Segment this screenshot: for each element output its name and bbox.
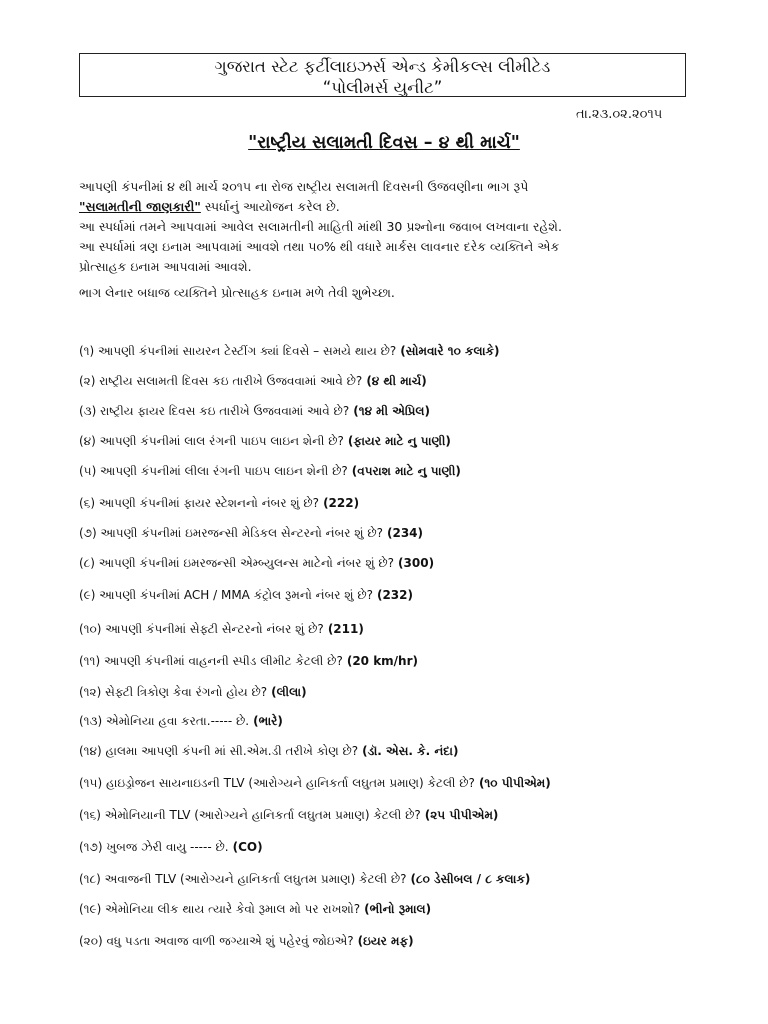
question-text: (૧૭) ખુબજ ઝેરી વાયુ ----- છે. bbox=[79, 840, 229, 854]
question-text: (૧) આપણી કંપનીમાં સાયરન ટેસ્ટીંગ ક્યાં દિવસે – સમયે થાય છે? bbox=[79, 344, 397, 358]
question-item bbox=[79, 685, 307, 700]
question-answer: (234) bbox=[386, 526, 424, 540]
question-text: (૯) આપણી કંપનીમાં ACH / MMA કંટ્રોલ રૂમનો નંબર શું છે? bbox=[79, 588, 373, 602]
question-item bbox=[79, 464, 461, 479]
question-answer: (૨૫ પીપીએમ) bbox=[424, 808, 499, 822]
question-answer: (232) bbox=[376, 588, 413, 602]
question-answer: (લીલા) bbox=[271, 685, 307, 699]
question-answer: (૪ થી માર્ચ) bbox=[366, 374, 427, 388]
page-title: "રાષ્ટ્રીય સલામતી દિવસ – ૪ થી માર્ચ" bbox=[248, 133, 520, 153]
intro-line-3: આ સ્પર્ધામાં તમને આપવામાં આવેલ સલામતીની માહિતી માંથી 30 પ્રશ્નોના જવાબ લખવાના રહેશે. bbox=[79, 219, 562, 234]
question-answer: (વપરાશ માટે નુ પાણી) bbox=[351, 464, 461, 478]
intro-line-4: આ સ્પર્ધામાં ત્રણ ઇનામ આપવામાં આવશે તથા ૫૦% થી વધારે માર્કસ લાવનાર દરેક વ્યક્તિને એક bbox=[79, 239, 560, 254]
question-item bbox=[79, 556, 434, 571]
question-answer: (૮૦ ડેસીબલ / ૮ કલાક) bbox=[410, 872, 531, 886]
question-item bbox=[79, 744, 458, 759]
question-answer: (222) bbox=[323, 496, 360, 510]
question-text: (૩) રાષ્ટ્રીય ફાયર દિવસ કઇ તારીખે ઉજવવામાં આવે છે? bbox=[79, 404, 350, 418]
question-item bbox=[79, 526, 423, 541]
question-text: (૧૨) સેફ્ટી ત્રિકોણ કેવા રંગનો હોય છે? bbox=[79, 685, 268, 699]
question-answer: (ભીનો રૂમાલ) bbox=[364, 902, 432, 916]
question-answer: (સોમવારે ૧૦ કલાકે) bbox=[400, 344, 500, 358]
intro-line-5: પ્રોત્સાહક ઇનામ આપવામાં આવશે. bbox=[79, 259, 252, 274]
question-text: (૧૬) એમોનિયાની TLV (આરોગ્યને હાનિકર્તા લઘુતમ પ્રમાણ) કેટલી છે? bbox=[79, 808, 421, 822]
question-item bbox=[79, 588, 413, 603]
question-answer: (૧૦ પીપીએમ) bbox=[478, 776, 551, 790]
question-text: (૮) આપણી કંપનીમાં ઇમરજન્સી એમ્બ્યુલન્સ માટેનો નંબર શું છે? bbox=[79, 556, 395, 570]
unit-name: “પોલીમર્સ યુનીટ” bbox=[322, 78, 443, 97]
question-text: (૧૧) આપણી કંપનીમાં વાહનની સ્પીડ લીમીટ કેટલી છે? bbox=[79, 654, 343, 668]
intro-paragraph bbox=[79, 177, 703, 303]
question-text: (૫) આપણી કંપનીમાં લીલા રંગની પાઇપ લાઇન શેની છે? bbox=[79, 464, 348, 478]
question-answer: (ડૉ. એસ. કે. નંદા) bbox=[362, 744, 459, 758]
question-text: (૭) આપણી કંપનીમાં ઇમરજન્સી મેડિકલ સેન્ટરનો નંબર શું છે? bbox=[79, 526, 383, 540]
question-item bbox=[79, 902, 431, 917]
question-text: (૧૮) અવાજની TLV (આરોગ્યને હાનિકર્તા લઘુતમ પ્રમાણ) કેટલી છે? bbox=[79, 872, 407, 886]
question-text: (૨) રાષ્ટ્રીય સલામતી દિવસ કઇ તારીખે ઉજવવામાં આવે છે? bbox=[79, 374, 363, 388]
question-answer: (211) bbox=[327, 622, 364, 636]
question-text: (૧૦) આપણી કંપનીમાં સેફ્ટી સેન્ટરનો નંબર શું છે? bbox=[79, 622, 324, 636]
question-item bbox=[79, 496, 359, 511]
question-text: (૨૦) વધુ પડતા અવાજ વાળી જગ્યાએ શું પહેરવું જોઇએ? bbox=[79, 934, 354, 948]
company-name: ગુજરાત સ્ટેટ ફર્ટીલાઇઝર્સ એન્ડ કેમીકલ્સ લીમીટેડ bbox=[214, 57, 551, 76]
question-item bbox=[79, 872, 530, 887]
question-item bbox=[79, 714, 283, 729]
intro-line-2 bbox=[79, 197, 703, 217]
header-box bbox=[79, 53, 686, 97]
question-item bbox=[79, 622, 364, 637]
question-text: (૪) આપણી કંપનીમાં લાલ રંગની પાઇપ લાઇન શેની છે? bbox=[79, 434, 344, 448]
question-text: (૧૯) એમોનિયા લીક થાય ત્યારે કેવો રૂમાલ મો પર રાખશો? bbox=[79, 902, 361, 916]
intro-line-1: આપણી કંપનીમાં ૪ થી માર્ચ ૨૦૧૫ ના રોજ રાષ્ટ્રીય સલામતી દિવસની ઉજવણીના ભાગ રૂપે bbox=[79, 179, 529, 194]
question-answer: (૧૪ મી એપ્રિલ) bbox=[353, 404, 430, 418]
question-text: (૧૩) એમોનિયા હવા કરતા.----- છે. bbox=[79, 714, 250, 728]
question-item bbox=[79, 434, 451, 449]
question-answer: (ભારે) bbox=[253, 714, 283, 728]
question-text: (૧૫) હાઇડ્રોજન સાયનાઇડની TLV (આરોગ્યને હાનિકર્તા લઘુતમ પ્રમાણ) કેટલી છે? bbox=[79, 776, 475, 790]
question-item bbox=[79, 654, 418, 669]
question-answer: (ફાયર માટે નુ પાણી) bbox=[347, 434, 451, 448]
question-text: (૧૪) હાલમા આપણી કંપની માં સી.એમ.ડી તરીખે કોણ છે? bbox=[79, 744, 359, 758]
question-answer: (ઇયર મફ) bbox=[357, 934, 414, 948]
question-answer: (CO) bbox=[232, 840, 263, 854]
question-item bbox=[79, 404, 430, 419]
question-item bbox=[79, 840, 263, 855]
intro-line-2-rest: સ્પર્ધાનું આયોજન કરેલ છે. bbox=[200, 199, 340, 214]
question-item bbox=[79, 776, 551, 791]
intro-line-6: ભાગ લેનાર બધાજ વ્યક્તિને પ્રોત્સાહક ઇનામ મળે તેવી શુભેચ્છા. bbox=[79, 285, 395, 300]
question-answer: (300) bbox=[398, 556, 435, 570]
document-date: તા.૨૩.૦૨.૨૦૧૫ bbox=[576, 107, 663, 122]
question-item bbox=[79, 808, 498, 823]
question-text: (૬) આપણી કંપનીમાં ફાયર સ્ટેશનનો નંબર શું છે? bbox=[79, 496, 320, 510]
intro-highlight: "સલામતીની જાણકારી" bbox=[79, 199, 201, 214]
question-item bbox=[79, 344, 499, 359]
question-item bbox=[79, 934, 414, 949]
question-answer: (20 km/hr) bbox=[346, 654, 419, 668]
question-item bbox=[79, 374, 427, 389]
